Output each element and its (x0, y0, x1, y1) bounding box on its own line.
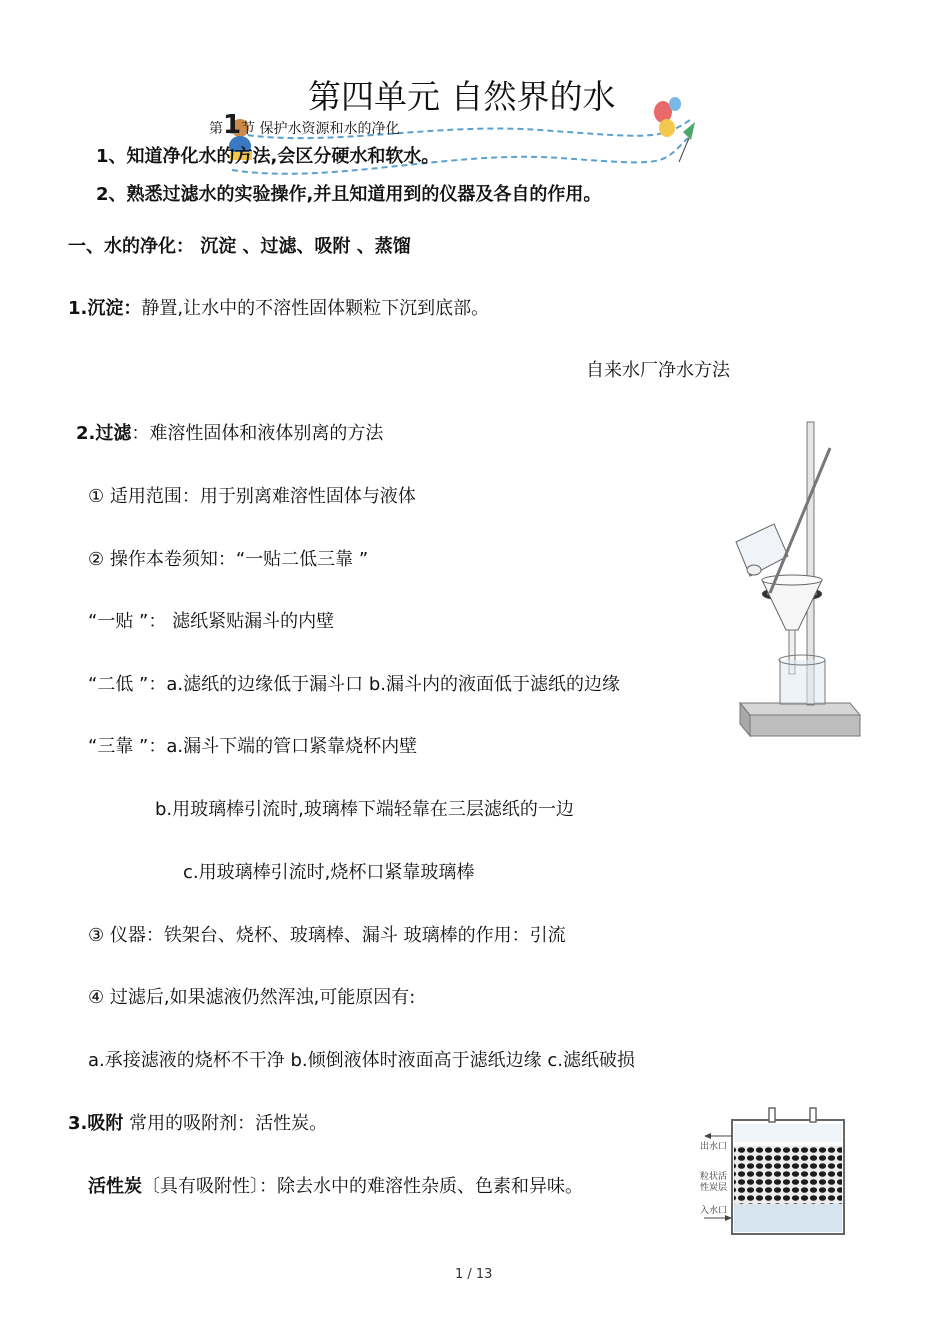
activated-carbon-text: 〔具有吸附性〕：除去水中的难溶性杂质、色素和异味。 (142, 1176, 583, 1197)
sedimentation-line (68, 298, 489, 320)
filtration-label: 2.过滤 (76, 423, 132, 444)
filtration-item-1: ① 适用范围：用于别离难溶性固体与液体 (88, 486, 416, 507)
activated-carbon-label: 活性炭 (88, 1176, 142, 1197)
carbon-outlet-label: 出水口 (700, 1142, 728, 1152)
filtration-item-4: “二低 ”：a.滤纸的边缘低于漏斗口 b.漏斗内的液面低于滤纸的边缘 (88, 674, 620, 695)
figure-caption: 自来水厂净水方法 (586, 360, 730, 381)
section-subtitle (209, 110, 400, 140)
adsorption-line (68, 1113, 327, 1135)
filtration-item-2: ② 操作本卷须知：“一贴二低三靠 ” (88, 549, 369, 570)
filtration-item-7: c.用玻璃棒引流时,烧杯口紧靠玻璃棒 (183, 862, 475, 883)
filtration-item-9: ④ 过滤后,如果滤液仍然浑浊,可能原因有: (88, 987, 416, 1008)
filtration-text: ：难溶性固体和液体别离的方法 (131, 423, 384, 444)
filtration-item-8: ③ 仪器：铁架台、烧杯、玻璃棒、漏斗 玻璃棒的作用：引流 (88, 925, 566, 946)
section-suffix: 节 保护水资源和水的净化 (241, 121, 400, 137)
filtration-item-5: “三靠 ”：a.漏斗下端的管口紧靠烧杯内壁 (88, 736, 418, 757)
sedimentation-text: 静置,让水中的不溶性固体颗粒下沉到底部。 (141, 298, 490, 319)
page-title: 第四单元 自然界的水 (308, 77, 616, 116)
sedimentation-label: 1.沉淀： (68, 298, 142, 319)
activated-carbon-line (88, 1176, 583, 1198)
filtration-apparatus-illustration (730, 418, 870, 748)
objective-1: 1、知道净化水的方法,会区分硬水和软水。 (96, 146, 440, 167)
filtration-item-6: b.用玻璃棒引流时,玻璃棒下端轻靠在三层滤纸的一边 (155, 799, 574, 820)
section-prefix: 第 (209, 121, 223, 137)
carbon-layer-label-2: 性炭层 (700, 1183, 728, 1193)
objective-2: 2、熟悉过滤水的实验操作,并且知道用到的仪器及各自的作用。 (96, 184, 602, 205)
balloon-kite-icon (645, 92, 705, 172)
section-number: 1 (223, 110, 242, 140)
adsorption-text: 常用的吸附剂：活性炭。 (123, 1113, 328, 1134)
adsorption-label: 3.吸附 (68, 1113, 124, 1134)
filtration-line (76, 423, 383, 445)
page-number: 1 / 13 (455, 1267, 493, 1282)
carbon-layer-label-1: 粒状活 (700, 1172, 728, 1182)
carbon-inlet-label: 入水口 (700, 1206, 728, 1216)
filtration-item-10: a.承接滤液的烧杯不干净 b.倾倒液体时液面高于滤纸边缘 c.滤纸破损 (88, 1050, 635, 1071)
filtration-item-3: “一贴 ”： 滤纸紧贴漏斗的内壁 (88, 611, 335, 632)
section-heading: 一、水的净化： 沉淀 、过滤、吸附 、蒸馏 (68, 236, 411, 257)
